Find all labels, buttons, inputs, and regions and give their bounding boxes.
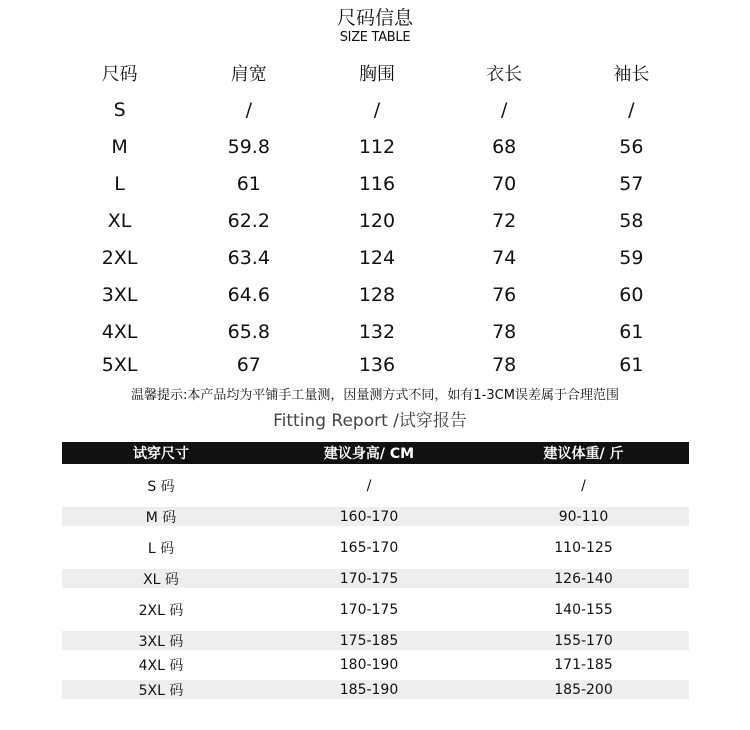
- chest-cell: 124: [358, 246, 396, 269]
- chest-cell: 112: [358, 135, 396, 158]
- shoulder-cell: 62.2: [227, 209, 270, 232]
- height-cell: 185-190: [339, 681, 399, 698]
- shoulder-cell: 65.8: [227, 320, 270, 343]
- table-row: [55, 350, 695, 380]
- shoulder-cell: 64.6: [227, 283, 270, 306]
- height-cell: 175-185: [339, 632, 399, 649]
- length-cell: 76: [492, 283, 517, 306]
- length-cell: 78: [492, 320, 517, 343]
- table-row: [55, 91, 695, 128]
- height-cell: 160-170: [339, 508, 399, 525]
- fit-size-cell: S 码: [147, 478, 175, 495]
- chest-cell: 120: [358, 209, 396, 232]
- chest-cell: 128: [358, 283, 396, 306]
- height-cell: 165-170: [339, 539, 399, 556]
- table-row: [62, 650, 689, 680]
- fitting-table-header: [62, 442, 689, 464]
- length-cell: 70: [492, 172, 517, 195]
- size-table-header: [55, 55, 695, 91]
- chest-cell: /: [373, 98, 381, 121]
- table-row: [55, 165, 695, 202]
- chest-cell: 116: [358, 172, 396, 195]
- sleeve-cell: 59: [619, 246, 644, 269]
- chest-cell: 136: [358, 354, 396, 376]
- size-cell: 2XL: [101, 246, 138, 269]
- header-chest: 胸围: [358, 64, 395, 85]
- sleeve-cell: 56: [619, 135, 644, 158]
- table-row: [62, 526, 689, 569]
- fit-size-cell: M 码: [145, 509, 177, 526]
- weight-cell: 155-170: [554, 632, 613, 649]
- chest-cell: 132: [358, 320, 396, 343]
- header-height: 建议身高/ CM: [323, 446, 415, 462]
- sleeve-cell: 61: [619, 354, 644, 376]
- weight-cell: 110-125: [554, 539, 613, 556]
- sleeve-cell: 58: [619, 209, 644, 232]
- fit-size-cell: 5XL 码: [138, 682, 184, 699]
- shoulder-cell: 61: [236, 172, 261, 195]
- length-cell: 68: [492, 135, 517, 158]
- size-cell: 3XL: [101, 283, 138, 306]
- size-table: [55, 55, 695, 380]
- fitting-table: [62, 442, 689, 699]
- fit-size-cell: 3XL 码: [138, 633, 184, 650]
- table-row: [62, 588, 689, 631]
- table-row: [62, 507, 689, 526]
- fit-size-cell: XL 码: [143, 571, 179, 588]
- header-size: 尺码: [101, 64, 138, 85]
- fit-size-cell: 2XL 码: [138, 602, 184, 619]
- weight-cell: 140-155: [554, 601, 613, 618]
- fit-size-cell: 4XL 码: [138, 658, 184, 674]
- page-title-en: SIZE TABLE: [339, 30, 411, 45]
- sleeve-cell: /: [628, 98, 635, 121]
- length-cell: 78: [492, 354, 517, 376]
- weight-cell: 185-200: [554, 681, 613, 698]
- header-shoulder: 肩宽: [230, 64, 267, 85]
- size-cell: M: [111, 135, 128, 158]
- weight-cell: 126-140: [554, 570, 613, 587]
- size-cell: L: [114, 172, 125, 195]
- height-cell: /: [366, 477, 372, 494]
- table-row: [62, 464, 689, 507]
- measurement-notice: 温馨提示:本产品均为平铺手工量测，因量测方式不同，如有1-3CM误差属于合理范围: [131, 388, 619, 403]
- weight-cell: /: [581, 477, 586, 494]
- page-title-cn: 尺码信息: [336, 7, 413, 29]
- table-row: [55, 202, 695, 239]
- weight-cell: 171-185: [554, 657, 613, 673]
- size-cell: XL: [107, 209, 132, 232]
- shoulder-cell: 63.4: [227, 246, 270, 269]
- height-cell: 180-190: [339, 657, 399, 673]
- sleeve-cell: 57: [619, 172, 644, 195]
- table-row: [55, 239, 695, 276]
- header-fit-size: 试穿尺寸: [133, 446, 189, 462]
- length-cell: 74: [492, 246, 517, 269]
- shoulder-cell: 59.8: [227, 135, 270, 158]
- size-cell: S: [113, 98, 126, 121]
- size-cell: 4XL: [101, 320, 138, 343]
- header-sleeve: 袖长: [613, 64, 650, 85]
- table-row: [55, 276, 695, 313]
- header-weight: 建议体重/ 斤: [543, 446, 624, 462]
- table-row: [55, 313, 695, 350]
- table-row: [62, 680, 689, 699]
- sleeve-cell: 61: [619, 320, 644, 343]
- length-cell: 72: [492, 209, 517, 232]
- shoulder-cell: 67: [236, 354, 261, 376]
- height-cell: 170-175: [339, 601, 399, 618]
- table-row: [62, 631, 689, 650]
- sleeve-cell: 60: [619, 283, 644, 306]
- table-row: [55, 128, 695, 165]
- height-cell: 170-175: [339, 570, 399, 587]
- weight-cell: 90-110: [558, 508, 609, 525]
- size-cell: 5XL: [101, 354, 138, 376]
- fitting-report-title: Fitting Report /试穿报告: [273, 411, 467, 431]
- table-row: [62, 569, 689, 588]
- fit-size-cell: L 码: [147, 540, 175, 557]
- header-length: 衣长: [486, 64, 523, 85]
- shoulder-cell: /: [245, 98, 252, 121]
- length-cell: /: [500, 98, 508, 121]
